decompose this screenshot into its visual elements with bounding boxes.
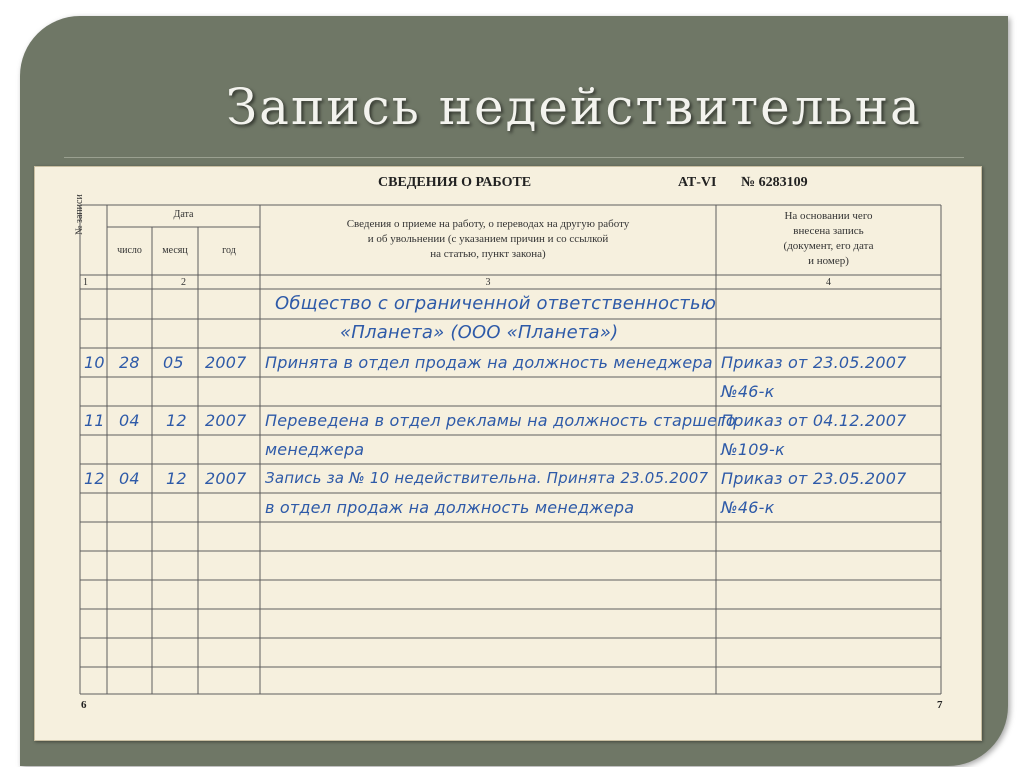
entry-12-number: 12 xyxy=(84,469,105,488)
entry-12-day: 04 xyxy=(119,469,140,488)
column-number-3: 3 xyxy=(485,277,491,288)
entry-11-month: 12 xyxy=(166,411,187,430)
column-header-record-no: № записи xyxy=(74,194,85,235)
entry-11-day: 04 xyxy=(119,411,140,430)
work-record-page xyxy=(34,166,982,741)
entry-12-year: 2007 xyxy=(205,469,247,488)
title-divider xyxy=(64,157,964,158)
entry-10-month: 05 xyxy=(163,353,184,372)
column-header-basis-line3: (документ, его дата xyxy=(783,240,874,252)
page-number-right: 7 xyxy=(937,699,943,711)
entry-12-basis-line1: Приказ от 23.05.2007 xyxy=(721,469,907,488)
column-header-basis-line1: На основании чего xyxy=(784,210,873,222)
entry-10-number: 10 xyxy=(84,353,105,372)
entry-11-text-line2: менеджера xyxy=(265,440,365,459)
column-header-basis-line2: внесена запись xyxy=(793,225,864,237)
slide-title: Запись недействительна xyxy=(226,78,922,136)
column-header-info-line1: Сведения о приеме на работу, о переводах на другую работу xyxy=(346,218,630,230)
column-header-year: год xyxy=(222,245,236,256)
document-number: № 6283109 xyxy=(741,175,808,190)
entry-10-basis-line1: Приказ от 23.05.2007 xyxy=(721,353,907,372)
document-series: АТ-VI xyxy=(678,175,717,190)
entry-11-basis-line1: Приказ от 04.12.2007 xyxy=(721,411,907,430)
organization-name-line1: Общество с ограниченной ответственностью xyxy=(275,293,717,314)
entry-10-day: 28 xyxy=(119,353,140,372)
entry-10-text: Принята в отдел продаж на должность менеджера xyxy=(265,353,713,372)
column-header-day: число xyxy=(117,245,142,256)
entry-12-text-line1: Запись за № 10 недействительна. Принята 23.05.2007 xyxy=(265,469,709,487)
entry-12-basis-line2: №46-к xyxy=(721,498,775,517)
column-header-date: Дата xyxy=(173,209,194,220)
column-header-info-line2: и об увольнении (с указанием причин и со ссылкой xyxy=(367,233,609,245)
entry-10-year: 2007 xyxy=(205,353,247,372)
column-number-4: 4 xyxy=(826,277,831,288)
entry-12-text-line2: в отдел продаж на должность менеджера xyxy=(265,498,635,517)
entry-11-basis-line2: №109-к xyxy=(721,440,785,459)
entry-12-month: 12 xyxy=(166,469,187,488)
column-header-info-line3: на статью, пункт закона) xyxy=(430,248,546,260)
column-number-2: 2 xyxy=(181,277,186,288)
column-header-month: месяц xyxy=(162,245,188,256)
entry-11-text-line1: Переведена в отдел рекламы на должность старшего xyxy=(265,411,736,430)
column-number-1: 1 xyxy=(83,277,88,288)
entry-11-number: 11 xyxy=(84,411,105,430)
entry-10-basis-line2: №46-к xyxy=(721,382,775,401)
column-header-basis-line4: и номер) xyxy=(808,255,849,267)
organization-name-line2: «Планета» (ООО «Планета») xyxy=(340,322,619,343)
page-number-left: 6 xyxy=(81,699,87,711)
document-title: СВЕДЕНИЯ О РАБОТЕ xyxy=(378,175,532,190)
entry-11-year: 2007 xyxy=(205,411,247,430)
